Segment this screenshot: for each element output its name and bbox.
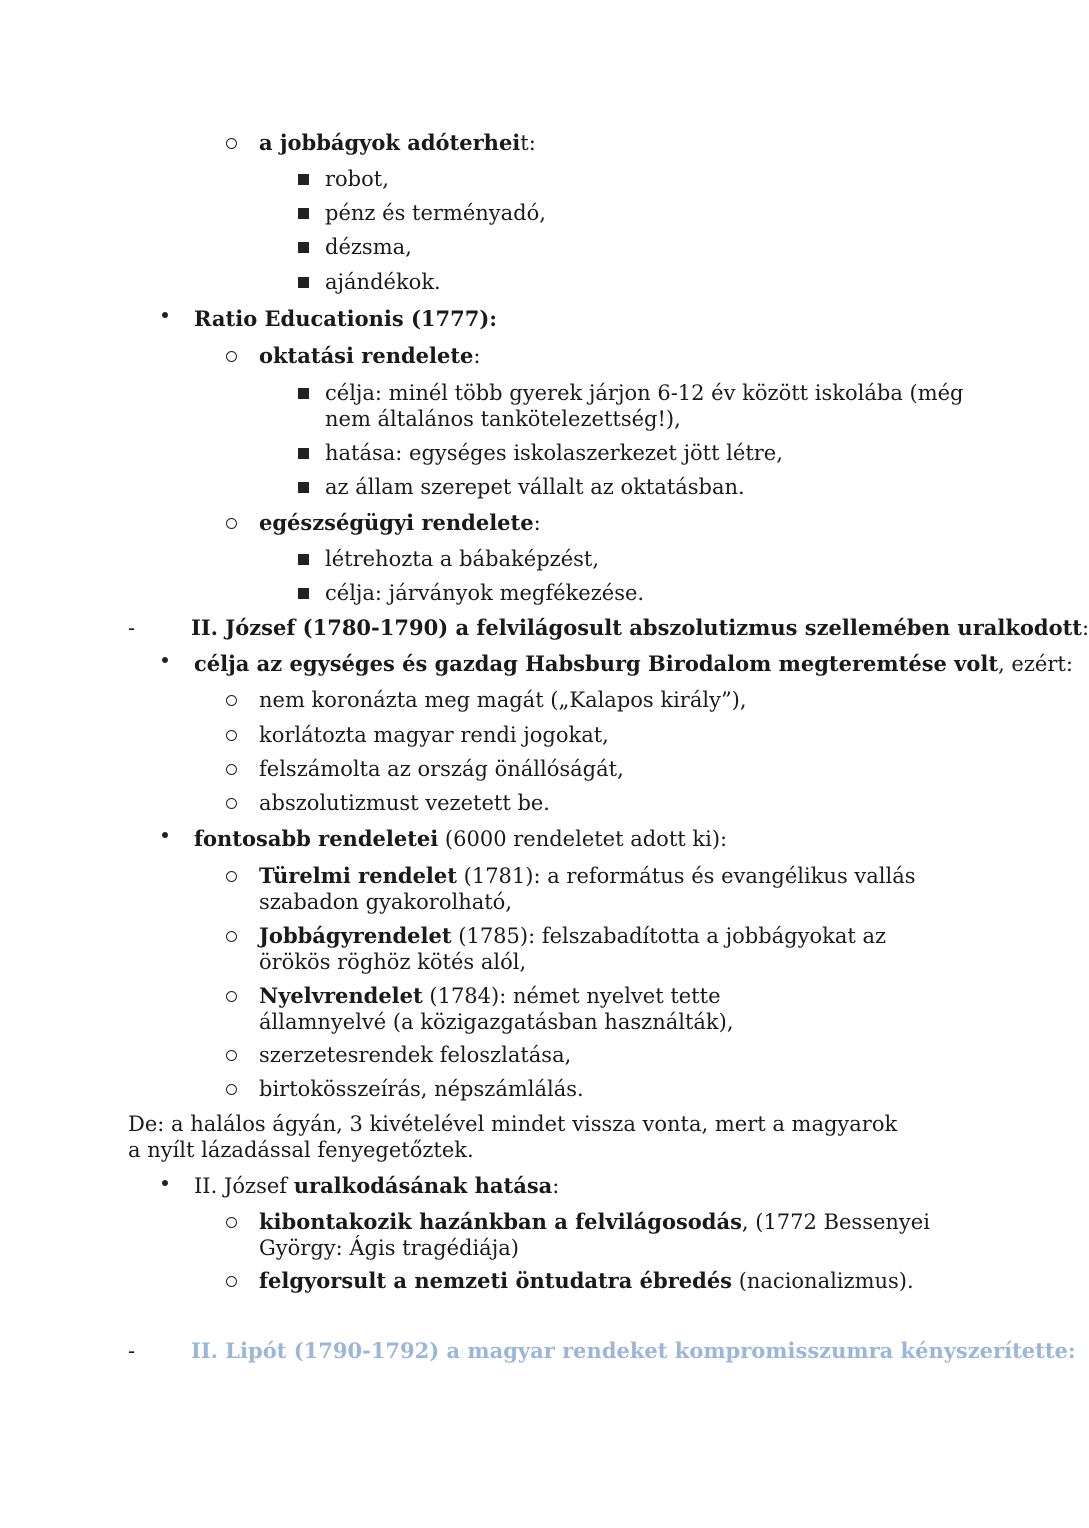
text-line: abszolutizmust vezetett be.	[259, 791, 550, 815]
square-bullet-icon	[298, 208, 309, 219]
circle-bullet-icon	[226, 764, 237, 775]
text-line: II. József (1780-1790) a felvilágosult abszolutizmus szellemében uralkodott:	[191, 615, 1089, 640]
text-line: Ratio Educationis (1777):	[194, 306, 498, 331]
circle-bullet-icon	[226, 351, 237, 362]
circle-bullet-icon	[226, 931, 237, 942]
square-bullet-icon	[298, 554, 309, 565]
text-line: hatása: egységes iskolaszerkezet jött létre,	[325, 441, 783, 465]
text-line: kibontakozik hazánkban a felvilágosodás, (1772 Bessenyei György: Ágis tragédiája)	[259, 1209, 930, 1260]
text-line: célja: minél több gyerek járjon 6-12 év között iskolába (még nem általános tankötelezettség!),	[325, 381, 964, 431]
text-line: II. József uralkodásának hatása:	[194, 1173, 560, 1198]
dash-marker: -	[128, 1339, 136, 1363]
text-line: felgyorsult a nemzeti öntudatra ébredés (nacionalizmus).	[259, 1268, 914, 1293]
circle-bullet-icon	[226, 695, 237, 706]
text-line: Jobbágyrendelet (1785): felszabadította a jobbágyokat az örökös röghöz kötés alól,	[259, 923, 887, 974]
circle-bullet-icon	[226, 1276, 237, 1287]
square-bullet-icon	[298, 482, 309, 493]
text-line: felszámolta az ország önállóságát,	[259, 757, 624, 781]
text-line: nem koronázta meg magát („Kalapos király”),	[259, 688, 747, 712]
text-line: dézsma,	[325, 235, 412, 259]
dot-bullet-icon	[162, 832, 168, 838]
text-line: pénz és terményadó,	[325, 201, 546, 225]
text-line: ajándékok.	[325, 270, 441, 294]
dash-marker: -	[128, 616, 136, 640]
circle-bullet-icon	[226, 1084, 237, 1095]
text-line: az állam szerepet vállalt az oktatásban.	[325, 475, 745, 499]
text-line: célja: járványok megfékezése.	[325, 581, 645, 605]
text-line: a jobbágyok adóterheit:	[259, 130, 536, 155]
text-line: korlátozta magyar rendi jogokat,	[259, 723, 609, 747]
square-bullet-icon	[298, 448, 309, 459]
text-line: célja az egységes és gazdag Habsburg Birodalom megteremtése volt, ezért:	[194, 651, 1073, 676]
dot-bullet-icon	[162, 1180, 168, 1186]
circle-bullet-icon	[226, 1050, 237, 1061]
text-line: létrehozta a bábaképzést,	[325, 547, 600, 571]
text-line: szerzetesrendek feloszlatása,	[259, 1043, 572, 1067]
text-line: egészségügyi rendelete:	[259, 510, 541, 535]
section-heading-lipot: II. Lipót (1790-1792) a magyar rendeket kompromisszumra kényszerítette:	[191, 1338, 1076, 1363]
circle-bullet-icon	[226, 798, 237, 809]
dot-bullet-icon	[162, 312, 168, 318]
circle-bullet-icon	[226, 991, 237, 1002]
text-line: birtokösszeírás, népszámlálás.	[259, 1077, 584, 1101]
square-bullet-icon	[298, 388, 309, 399]
circle-bullet-icon	[226, 138, 237, 149]
text-paragraph: De: a halálos ágyán, 3 kivételével mindet vissza vonta, mert a magyarok a nyílt lázadással fenyegetőztek.	[128, 1112, 898, 1162]
square-bullet-icon	[298, 277, 309, 288]
text-line: oktatási rendelete:	[259, 343, 481, 368]
square-bullet-icon	[298, 588, 309, 599]
circle-bullet-icon	[226, 518, 237, 529]
text-line: Türelmi rendelet (1781): a református és evangélikus vallás szabadon gyakorolható,	[259, 863, 916, 914]
text-line: Nyelvrendelet (1784): német nyelvet tette államnyelvé (a közigazgatásban használták),	[259, 983, 734, 1034]
circle-bullet-icon	[226, 730, 237, 741]
text-line: fontosabb rendeletei (6000 rendeletet adott ki):	[194, 826, 728, 851]
square-bullet-icon	[298, 242, 309, 253]
square-bullet-icon	[298, 174, 309, 185]
circle-bullet-icon	[226, 1217, 237, 1228]
text-line: robot,	[325, 167, 389, 191]
dot-bullet-icon	[162, 657, 168, 663]
circle-bullet-icon	[226, 871, 237, 882]
